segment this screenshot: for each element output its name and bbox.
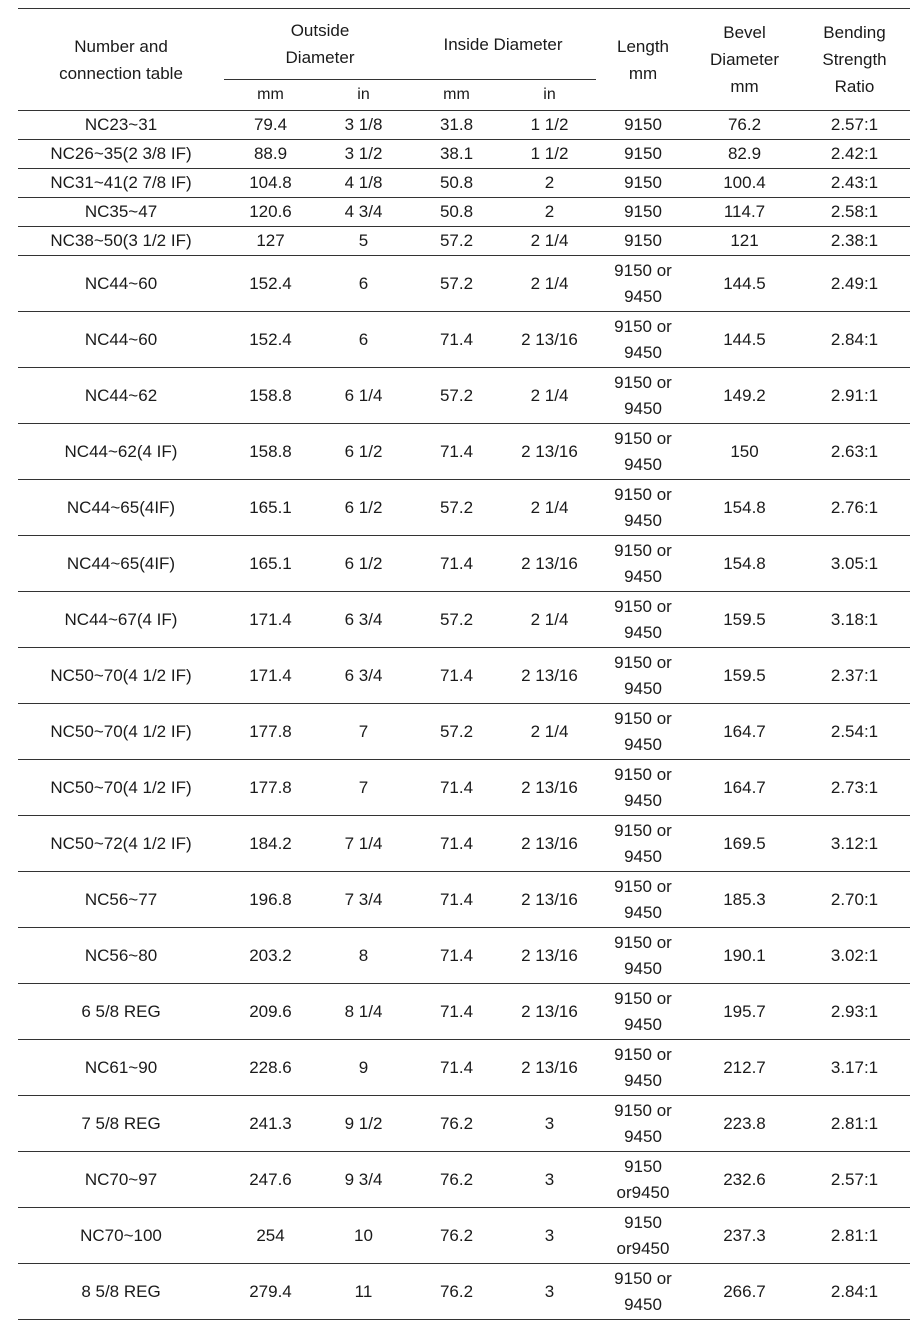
table-row (18, 227, 910, 256)
cell-id-mm: 50.8 (410, 198, 503, 227)
cell-bevel: 266.7 (690, 1264, 799, 1320)
cell-od-in: 8 1/4 (317, 984, 410, 1040)
cell-bevel: 190.1 (690, 928, 799, 984)
cell-bevel: 164.7 (690, 704, 799, 760)
cell-od-mm: 279.4 (224, 1264, 317, 1320)
cell-od-mm: 228.6 (224, 1040, 317, 1096)
cell-od-in: 3 1/2 (317, 140, 410, 169)
cell-bevel: 195.7 (690, 984, 799, 1040)
cell-connection: NC44~65(4IF) (18, 536, 224, 592)
cell-id-mm: 71.4 (410, 928, 503, 984)
cell-od-in: 9 (317, 1040, 410, 1096)
table-row (18, 1152, 910, 1208)
cell-id-in: 3 (503, 1264, 596, 1320)
header-length-label: Length mm (617, 36, 669, 83)
table-row (18, 424, 910, 480)
cell-od-in: 6 1/4 (317, 368, 410, 424)
cell-length: 9150 or 9450 (596, 1040, 690, 1096)
cell-length: 9150 or9450 (596, 1152, 690, 1208)
cell-id-mm: 57.2 (410, 256, 503, 312)
header-name-label: Number and connection table (59, 36, 183, 83)
cell-id-mm: 71.4 (410, 648, 503, 704)
cell-od-mm: 177.8 (224, 704, 317, 760)
cell-bevel: 232.6 (690, 1152, 799, 1208)
cell-length: 9150 or 9450 (596, 1096, 690, 1152)
table-row (18, 1264, 910, 1320)
cell-od-mm: 158.8 (224, 368, 317, 424)
cell-id-in: 2 1/4 (503, 480, 596, 536)
table-row (18, 984, 910, 1040)
cell-od-mm: 165.1 (224, 480, 317, 536)
table-row (18, 536, 910, 592)
cell-length: 9150 (596, 198, 690, 227)
cell-od-in: 7 (317, 760, 410, 816)
cell-od-in: 6 1/2 (317, 536, 410, 592)
cell-od-mm: 254 (224, 1208, 317, 1264)
cell-od-mm: 177.8 (224, 760, 317, 816)
cell-bevel: 144.5 (690, 312, 799, 368)
cell-bevel: 159.5 (690, 592, 799, 648)
cell-bevel: 223.8 (690, 1096, 799, 1152)
header-outside-diameter (224, 9, 410, 80)
cell-id-mm: 71.4 (410, 1040, 503, 1096)
cell-od-mm: 209.6 (224, 984, 317, 1040)
cell-length: 9150 (596, 169, 690, 198)
cell-bevel: 154.8 (690, 480, 799, 536)
cell-id-mm: 76.2 (410, 1264, 503, 1320)
cell-connection: 6 5/8 REG (18, 984, 224, 1040)
cell-od-in: 8 (317, 928, 410, 984)
cell-od-in: 6 1/2 (317, 480, 410, 536)
cell-od-mm: 184.2 (224, 816, 317, 872)
cell-od-in: 6 (317, 256, 410, 312)
cell-length: 9150 (596, 227, 690, 256)
cell-od-in: 9 1/2 (317, 1096, 410, 1152)
table-row (18, 1096, 910, 1152)
cell-ratio: 2.70:1 (799, 872, 910, 928)
cell-id-mm: 76.2 (410, 1096, 503, 1152)
cell-connection: NC31~41(2 7/8 IF) (18, 169, 224, 198)
cell-ratio: 3.05:1 (799, 536, 910, 592)
cell-length: 9150 or 9450 (596, 984, 690, 1040)
cell-id-in: 2 1/4 (503, 227, 596, 256)
cell-ratio: 2.84:1 (799, 1264, 910, 1320)
cell-bevel: 114.7 (690, 198, 799, 227)
cell-connection: NC38~50(3 1/2 IF) (18, 227, 224, 256)
cell-od-mm: 152.4 (224, 312, 317, 368)
header-length (596, 9, 690, 111)
cell-bevel: 121 (690, 227, 799, 256)
cell-ratio: 3.12:1 (799, 816, 910, 872)
cell-od-in: 3 1/8 (317, 111, 410, 140)
cell-id-in: 2 13/16 (503, 928, 596, 984)
cell-connection: NC35~47 (18, 198, 224, 227)
cell-od-mm: 88.9 (224, 140, 317, 169)
cell-connection: NC44~65(4IF) (18, 480, 224, 536)
cell-bevel: 154.8 (690, 536, 799, 592)
cell-length: 9150 or 9450 (596, 256, 690, 312)
table-row (18, 872, 910, 928)
cell-connection: NC44~60 (18, 312, 224, 368)
cell-connection: NC50~70(4 1/2 IF) (18, 648, 224, 704)
cell-bevel: 100.4 (690, 169, 799, 198)
cell-od-mm: 247.6 (224, 1152, 317, 1208)
cell-od-mm: 120.6 (224, 198, 317, 227)
cell-connection: NC50~72(4 1/2 IF) (18, 816, 224, 872)
cell-bevel: 212.7 (690, 1040, 799, 1096)
cell-id-mm: 50.8 (410, 169, 503, 198)
cell-id-mm: 71.4 (410, 312, 503, 368)
cell-od-mm: 127 (224, 227, 317, 256)
cell-id-in: 3 (503, 1152, 596, 1208)
cell-connection: NC50~70(4 1/2 IF) (18, 704, 224, 760)
cell-connection: NC44~60 (18, 256, 224, 312)
table-row (18, 312, 910, 368)
cell-length: 9150 or9450 (596, 1208, 690, 1264)
table-row (18, 256, 910, 312)
cell-id-in: 2 13/16 (503, 648, 596, 704)
cell-ratio: 2.49:1 (799, 256, 910, 312)
cell-bevel: 149.2 (690, 368, 799, 424)
cell-ratio: 2.58:1 (799, 198, 910, 227)
cell-ratio: 2.63:1 (799, 424, 910, 480)
cell-length: 9150 or 9450 (596, 872, 690, 928)
cell-length: 9150 or 9450 (596, 1264, 690, 1320)
cell-id-in: 2 13/16 (503, 424, 596, 480)
cell-connection: NC44~62 (18, 368, 224, 424)
cell-ratio: 2.73:1 (799, 760, 910, 816)
cell-od-mm: 152.4 (224, 256, 317, 312)
spec-sheet (18, 8, 910, 1320)
table-row (18, 1040, 910, 1096)
cell-id-in: 2 13/16 (503, 536, 596, 592)
cell-length: 9150 or 9450 (596, 536, 690, 592)
table-row (18, 368, 910, 424)
cell-id-in: 2 (503, 198, 596, 227)
table-body (18, 111, 910, 1320)
cell-od-in: 7 3/4 (317, 872, 410, 928)
cell-od-in: 9 3/4 (317, 1152, 410, 1208)
cell-bevel: 76.2 (690, 111, 799, 140)
cell-ratio: 2.81:1 (799, 1096, 910, 1152)
cell-id-mm: 38.1 (410, 140, 503, 169)
cell-od-in: 11 (317, 1264, 410, 1320)
cell-ratio: 3.02:1 (799, 928, 910, 984)
cell-od-in: 6 1/2 (317, 424, 410, 480)
cell-connection: 8 5/8 REG (18, 1264, 224, 1320)
cell-connection: NC26~35(2 3/8 IF) (18, 140, 224, 169)
cell-ratio: 2.93:1 (799, 984, 910, 1040)
table-row (18, 816, 910, 872)
header-inside-diameter: Inside Diameter (410, 9, 596, 80)
cell-id-mm: 71.4 (410, 872, 503, 928)
cell-connection: NC44~62(4 IF) (18, 424, 224, 480)
table-row (18, 111, 910, 140)
cell-od-in: 6 3/4 (317, 648, 410, 704)
cell-id-in: 2 (503, 169, 596, 198)
cell-connection: NC56~80 (18, 928, 224, 984)
cell-ratio: 2.81:1 (799, 1208, 910, 1264)
cell-bevel: 82.9 (690, 140, 799, 169)
cell-id-in: 2 13/16 (503, 984, 596, 1040)
header-od-mm: mm (257, 86, 284, 103)
cell-od-mm: 165.1 (224, 536, 317, 592)
cell-od-mm: 203.2 (224, 928, 317, 984)
cell-od-in: 7 (317, 704, 410, 760)
table-row (18, 198, 910, 227)
cell-id-in: 1 1/2 (503, 111, 596, 140)
cell-od-in: 5 (317, 227, 410, 256)
connection-spec-table (18, 8, 910, 1320)
cell-od-mm: 79.4 (224, 111, 317, 140)
table-row (18, 704, 910, 760)
cell-id-in: 2 1/4 (503, 256, 596, 312)
cell-id-mm: 57.2 (410, 227, 503, 256)
table-row (18, 592, 910, 648)
cell-id-mm: 57.2 (410, 368, 503, 424)
cell-od-mm: 171.4 (224, 648, 317, 704)
table-row (18, 928, 910, 984)
cell-bevel: 150 (690, 424, 799, 480)
cell-connection: NC23~31 (18, 111, 224, 140)
cell-ratio: 3.18:1 (799, 592, 910, 648)
cell-id-in: 2 1/4 (503, 704, 596, 760)
cell-id-in: 1 1/2 (503, 140, 596, 169)
cell-od-mm: 196.8 (224, 872, 317, 928)
cell-id-in: 3 (503, 1208, 596, 1264)
table-row (18, 648, 910, 704)
cell-id-mm: 71.4 (410, 536, 503, 592)
cell-ratio: 2.84:1 (799, 312, 910, 368)
cell-length: 9150 or 9450 (596, 704, 690, 760)
cell-od-in: 10 (317, 1208, 410, 1264)
cell-length: 9150 or 9450 (596, 928, 690, 984)
cell-id-in: 3 (503, 1096, 596, 1152)
table-row (18, 760, 910, 816)
header-bevel-label: Bevel Diameter mm (710, 23, 779, 96)
cell-od-mm: 104.8 (224, 169, 317, 198)
cell-bevel: 185.3 (690, 872, 799, 928)
table-row (18, 140, 910, 169)
cell-id-in: 2 1/4 (503, 368, 596, 424)
cell-id-mm: 71.4 (410, 816, 503, 872)
cell-connection: NC56~77 (18, 872, 224, 928)
cell-od-in: 6 3/4 (317, 592, 410, 648)
cell-id-in: 2 13/16 (503, 312, 596, 368)
cell-od-mm: 241.3 (224, 1096, 317, 1152)
cell-od-in: 6 (317, 312, 410, 368)
cell-length: 9150 or 9450 (596, 424, 690, 480)
cell-od-mm: 171.4 (224, 592, 317, 648)
cell-length: 9150 or 9450 (596, 816, 690, 872)
cell-id-in: 2 13/16 (503, 816, 596, 872)
cell-ratio: 2.42:1 (799, 140, 910, 169)
cell-od-mm: 158.8 (224, 424, 317, 480)
cell-bevel: 159.5 (690, 648, 799, 704)
cell-connection: NC50~70(4 1/2 IF) (18, 760, 224, 816)
cell-length: 9150 or 9450 (596, 312, 690, 368)
cell-bevel: 169.5 (690, 816, 799, 872)
cell-od-in: 4 3/4 (317, 198, 410, 227)
header-name (18, 9, 224, 111)
cell-id-mm: 76.2 (410, 1152, 503, 1208)
cell-connection: NC70~97 (18, 1152, 224, 1208)
cell-od-in: 7 1/4 (317, 816, 410, 872)
cell-id-mm: 31.8 (410, 111, 503, 140)
cell-id-in: 2 13/16 (503, 1040, 596, 1096)
cell-bevel: 144.5 (690, 256, 799, 312)
cell-id-mm: 57.2 (410, 592, 503, 648)
table-row (18, 169, 910, 198)
cell-id-in: 2 13/16 (503, 760, 596, 816)
cell-length: 9150 (596, 140, 690, 169)
cell-id-in: 2 13/16 (503, 872, 596, 928)
cell-od-in: 4 1/8 (317, 169, 410, 198)
cell-ratio: 2.91:1 (799, 368, 910, 424)
cell-connection: 7 5/8 REG (18, 1096, 224, 1152)
cell-bevel: 164.7 (690, 760, 799, 816)
cell-ratio: 3.17:1 (799, 1040, 910, 1096)
cell-id-mm: 76.2 (410, 1208, 503, 1264)
cell-bevel: 237.3 (690, 1208, 799, 1264)
table-row (18, 480, 910, 536)
cell-id-mm: 57.2 (410, 704, 503, 760)
table-row (18, 1208, 910, 1264)
cell-length: 9150 (596, 111, 690, 140)
cell-id-mm: 57.2 (410, 480, 503, 536)
cell-connection: NC70~100 (18, 1208, 224, 1264)
cell-length: 9150 or 9450 (596, 760, 690, 816)
cell-ratio: 2.57:1 (799, 111, 910, 140)
header-od-label: Outside Diameter (285, 21, 355, 67)
cell-length: 9150 or 9450 (596, 368, 690, 424)
cell-connection: NC61~90 (18, 1040, 224, 1096)
header-od-in: in (357, 86, 370, 103)
cell-id-mm: 71.4 (410, 424, 503, 480)
cell-connection: NC44~67(4 IF) (18, 592, 224, 648)
cell-ratio: 2.37:1 (799, 648, 910, 704)
cell-id-in: 2 1/4 (503, 592, 596, 648)
header-ratio-label: Bending Strength Ratio (822, 23, 887, 96)
cell-ratio: 2.43:1 (799, 169, 910, 198)
cell-length: 9150 or 9450 (596, 592, 690, 648)
cell-ratio: 2.76:1 (799, 480, 910, 536)
cell-length: 9150 or 9450 (596, 480, 690, 536)
cell-ratio: 2.54:1 (799, 704, 910, 760)
cell-id-mm: 71.4 (410, 760, 503, 816)
cell-length: 9150 or 9450 (596, 648, 690, 704)
header-ratio (799, 9, 910, 111)
cell-id-mm: 71.4 (410, 984, 503, 1040)
header-id-in: in (543, 86, 556, 103)
cell-ratio: 2.57:1 (799, 1152, 910, 1208)
table-header (18, 9, 910, 111)
header-bevel (690, 9, 799, 111)
header-id-mm: mm (443, 86, 470, 103)
cell-ratio: 2.38:1 (799, 227, 910, 256)
